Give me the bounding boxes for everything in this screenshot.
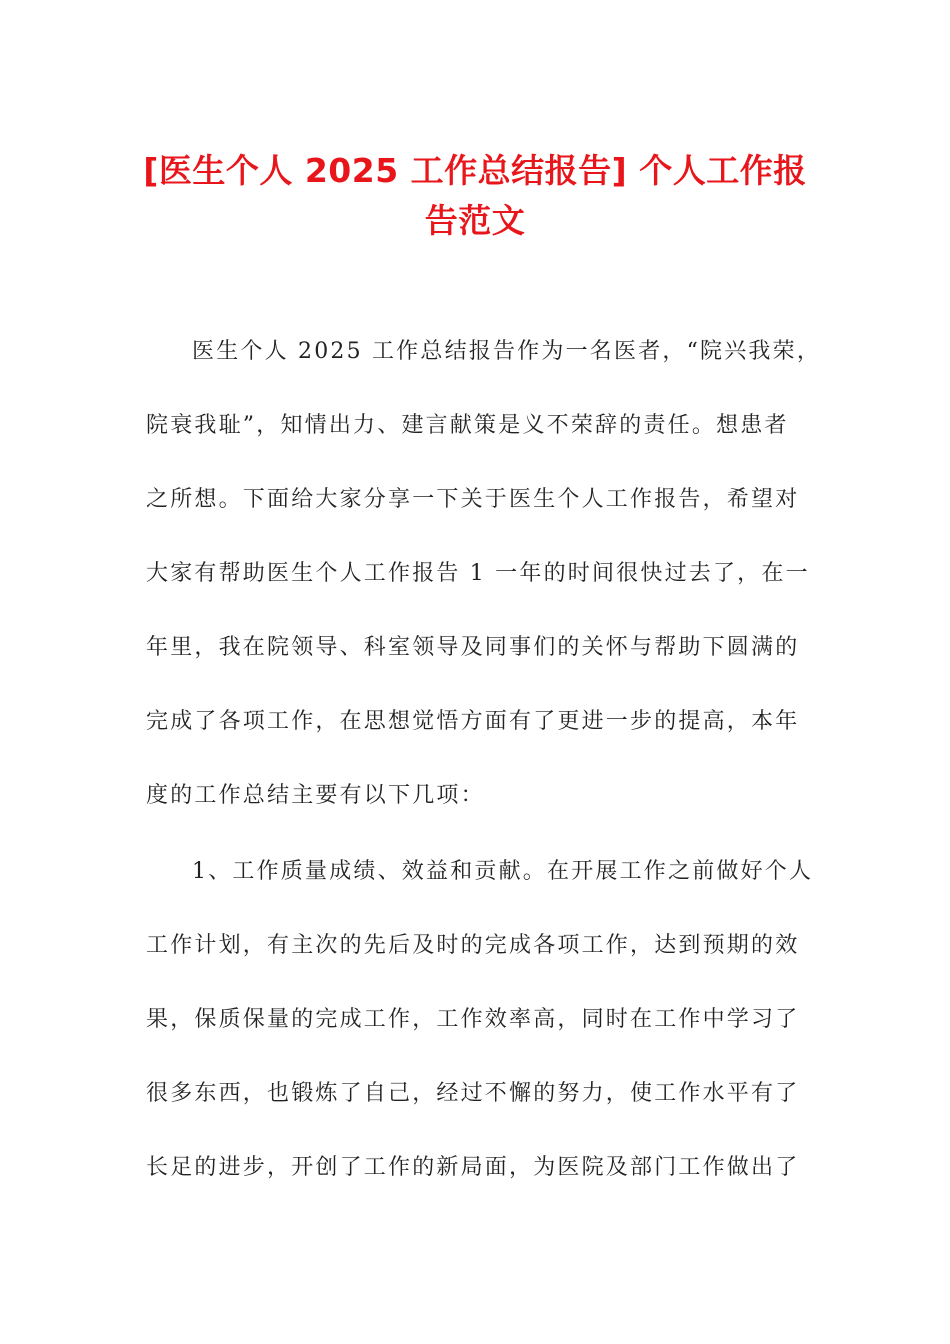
paragraph-line: 完成了各项工作，在思想觉悟方面有了更进一步的提高，本年 xyxy=(146,709,800,734)
paragraph-line: 之所想。下面给大家分享一下关于医生个人工作报告，希望对 xyxy=(146,487,800,512)
paragraph-line: 医生个人 2025 工作总结报告作为一名医者，“院兴我荣， xyxy=(192,339,822,364)
paragraph-line: 工作计划，有主次的先后及时的完成各项工作，达到预期的效 xyxy=(146,933,800,958)
paragraph-line: 度的工作总结主要有以下几项： xyxy=(146,783,485,808)
paragraph-line: 很多东西，也锻炼了自己，经过不懈的努力，使工作水平有了 xyxy=(146,1081,800,1106)
title-line-2: 告范文 xyxy=(424,201,526,240)
document-title xyxy=(120,146,830,246)
paragraph-line: 年里，我在院领导、科室领导及同事们的关怀与帮助下圆满的 xyxy=(146,635,800,660)
paragraph-line: 大家有帮助医生个人工作报告 1 一年的时间很快过去了，在一 xyxy=(146,561,810,586)
paragraph-line: 果，保质保量的完成工作，工作效率高，同时在工作中学习了 xyxy=(146,1007,800,1032)
title-line-1: [医生个人 2025 工作总结报告] 个人工作报 xyxy=(143,151,807,190)
paragraph-line: 院衰我耻”，知情出力、建言献策是义不荣辞的责任。想患者 xyxy=(146,413,789,438)
paragraph-line: 1、工作质量成绩、效益和贡献。在开展工作之前做好个人 xyxy=(192,859,814,884)
paragraph-line: 长足的进步，开创了工作的新局面，为医院及部门工作做出了 xyxy=(146,1155,800,1180)
